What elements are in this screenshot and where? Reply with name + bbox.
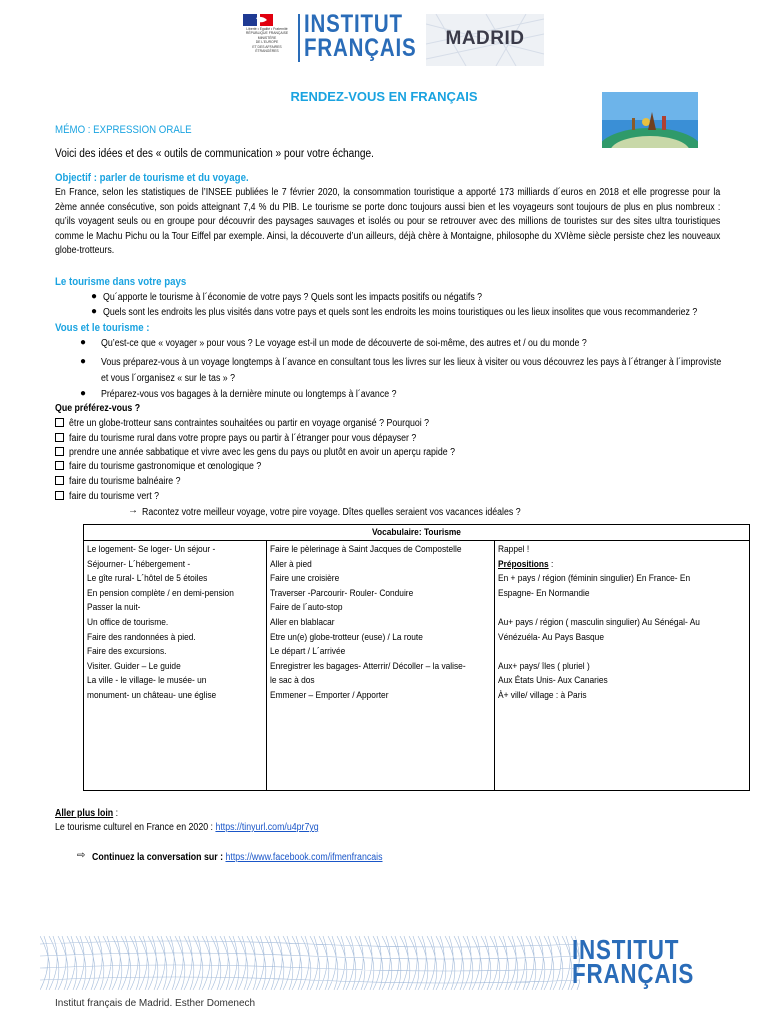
continuez-line bbox=[92, 852, 383, 863]
vocab-line: Vénézuéla- Au Pays Basque bbox=[498, 631, 604, 643]
logo-francais: FRANÇAIS bbox=[304, 34, 417, 62]
vocab-line: monument- un château- une église bbox=[87, 689, 217, 701]
preference-item bbox=[55, 447, 508, 458]
arrow-right-icon: → bbox=[128, 505, 138, 516]
republique-line: Liberté • Égalité • Fraternité bbox=[246, 27, 288, 31]
memo-heading: MÉMO : EXPRESSION ORALE bbox=[55, 124, 192, 136]
vocab-line: Faire de l´auto-stop bbox=[270, 602, 343, 614]
bullet-icon: ● bbox=[91, 306, 98, 317]
vocab-line: le sac à dos bbox=[270, 675, 315, 687]
vocab-line: Faire des excursions. bbox=[87, 646, 167, 658]
preference-item bbox=[55, 491, 171, 502]
section-heading-tourisme-pays: Le tourisme dans votre pays bbox=[55, 276, 187, 288]
republique-line: MINISTÈRE bbox=[257, 35, 277, 40]
preference-text: faire du tourisme balnéaire ? bbox=[69, 476, 181, 487]
vocab-line: À+ ville/ village : à Paris bbox=[498, 689, 587, 701]
preference-text: faire du tourisme gastronomique et œnologique ? bbox=[69, 461, 262, 472]
checkbox-icon bbox=[55, 433, 64, 442]
preference-text: faire du tourisme vert ? bbox=[69, 491, 159, 502]
footer-logo-francais: FRANÇAIS bbox=[572, 958, 695, 989]
bullet-icon: ● bbox=[80, 356, 87, 367]
vocab-column-prepositions bbox=[495, 541, 751, 790]
vocabulary-table bbox=[83, 524, 750, 791]
vocab-column-transport bbox=[267, 541, 495, 790]
vocab-line: Séjourner- L´hébergement - bbox=[87, 558, 191, 570]
rappel-label: Rappel ! bbox=[498, 544, 530, 555]
preference-item bbox=[55, 476, 196, 487]
vocab-line: Aux États Unis- Aux Canaries bbox=[498, 675, 608, 687]
vocab-column-logement bbox=[84, 541, 267, 790]
aller-plus-loin-text: Le tourisme culturel en France en 2020 : bbox=[55, 822, 216, 833]
vocab-line bbox=[498, 645, 718, 660]
vocab-line: Aller à pied bbox=[270, 558, 312, 570]
republique-text bbox=[242, 27, 292, 53]
page-title: RENDEZ-VOUS EN FRANÇAIS bbox=[290, 89, 478, 104]
tinyurl-link[interactable]: https://tinyurl.com/u4pr7yg bbox=[215, 822, 319, 833]
vocab-line: Traverser -Parcourir- Rouler- Conduire bbox=[270, 587, 414, 599]
institut-francais-logo bbox=[242, 10, 417, 64]
section-heading-vous-tourisme: Vous et le tourisme : bbox=[55, 322, 150, 334]
vocab-line: La ville - le village- le musée- un bbox=[87, 675, 207, 687]
decorative-mesh-pattern bbox=[40, 936, 580, 990]
facebook-link[interactable]: https://www.facebook.com/ifmenfrancais bbox=[225, 852, 383, 863]
preference-text: être un globe-trotteur sans contraintes souhaitées ou partir en voyage organisé ? Pourquoi ? bbox=[69, 418, 430, 429]
preference-text: faire du tourisme rural dans votre propre pays ou partir à l´étranger pour vous dépayser ? bbox=[69, 433, 417, 444]
preference-item bbox=[55, 418, 478, 429]
vocab-line: Le gîte rural- L´hôtel de 5 étoiles bbox=[87, 573, 208, 585]
vocab-line: Faire une croisière bbox=[270, 573, 340, 585]
checkbox-icon bbox=[55, 447, 64, 456]
travel-photo bbox=[602, 92, 698, 148]
colon: : bbox=[113, 808, 119, 819]
vocab-line: En + pays / région (féminin singulier) En France- En bbox=[498, 573, 691, 585]
vocab-line: Le logement- Se loger- Un séjour - bbox=[87, 544, 216, 555]
vocab-line: Enregistrer les bagages- Atterrir/ Décoller – la valise- bbox=[270, 660, 466, 672]
vocab-line: Emmener – Emporter / Apporter bbox=[270, 689, 389, 701]
continuez-text: Continuez la conversation sur : bbox=[92, 852, 226, 863]
logo-institut: INSTITUT bbox=[304, 10, 403, 38]
bullet-text: Qu’est-ce que « voyager » pour vous ? Le voyage est-il un mode de découverte de soi-même, des autres et / ou du monde ? bbox=[101, 338, 587, 349]
checkbox-icon bbox=[55, 491, 64, 500]
footer-logo-institut: INSTITUT bbox=[572, 934, 680, 965]
republique-line: DE L'EUROPE bbox=[255, 40, 279, 45]
madrid-label: MADRID bbox=[445, 28, 525, 49]
bullet-icon: ● bbox=[80, 337, 87, 348]
vocab-line: Aller en blablacar bbox=[270, 616, 335, 628]
republique-line: ÉTRANGÈRES bbox=[255, 49, 279, 54]
vocab-line: Un office de tourisme. bbox=[87, 616, 169, 628]
logo-divider bbox=[298, 14, 300, 62]
aller-plus-loin-heading: Aller plus loin bbox=[55, 808, 114, 819]
vocabulary-table-title: Vocabulaire: Tourisme bbox=[372, 527, 461, 538]
prepositions-line bbox=[498, 558, 718, 573]
footer-credit: Institut français de Madrid. Esther Domenech bbox=[55, 998, 256, 1009]
bullet-text-continued: et vous l´organisez « sur le tas » ? bbox=[101, 373, 236, 384]
prepositions-label: Prépositions bbox=[498, 558, 549, 570]
racontez-text: Racontez votre meilleur voyage, votre pire voyage. Dîtes quelles seraient vos vacances idéales ? bbox=[142, 507, 521, 518]
checkbox-icon bbox=[55, 461, 64, 470]
preference-item bbox=[55, 433, 464, 444]
aller-plus-loin bbox=[55, 808, 118, 819]
colon: : bbox=[548, 558, 554, 570]
intro-paragraph: En France, selon les statistiques de l’INSEE publiées le 7 février 2020, la consommation touristique a apporté 173 milliards d´euros en 2018 et elle progresse pour la 2ème année consécutive, son poids atteignant 7,4 % du PIB. Le tourisme se porte donc toujours aussi bien et les voyageurs sont toujours de plus en plus nombreux : qu’ils voyagent seuls ou en groupe pour découvrir des paysages sauvages et isolés ou pour se retrouver avec des millions de touristes sur des sites ultra touristiques comme le Machu Pichu ou la Tour Eiffel par exemple. Ainsi, la découverte d’un ailleurs, déjà chère à Montaigne, philosophe du XVIème siècle persiste chez les nouveaux globe-trotteurs. bbox=[55, 187, 721, 257]
preference-text: prendre une année sabbatique et vivre avec les gens du pays ou plutôt en avoir un aperçu rapide ? bbox=[69, 447, 456, 458]
vocab-line: Aux+ pays/ îles ( pluriel ) bbox=[498, 660, 590, 672]
preference-item bbox=[55, 461, 287, 472]
vocab-line: Visiter. Guider – Le guide bbox=[87, 660, 181, 672]
madrid-logo bbox=[426, 14, 544, 66]
republique-line: ET DES AFFAIRES bbox=[252, 44, 282, 49]
vocab-line: En pension complète / en demi-pension bbox=[87, 587, 234, 599]
vocab-line: Espagne- En Normandie bbox=[498, 587, 590, 599]
vocab-line: Au+ pays / région ( masculin singulier) Au Sénégal- Au bbox=[498, 616, 700, 628]
vocab-line: Etre un(e) globe-trotteur (euse) / La route bbox=[270, 631, 423, 643]
republique-line: RÉPUBLIQUE FRANÇAISE bbox=[245, 31, 289, 36]
vocab-line: Passer la nuit- bbox=[87, 602, 141, 614]
bullet-icon: ● bbox=[91, 291, 98, 302]
bullet-text: Vous préparez-vous à un voyage longtemps à l´avance en consultant tous les livres sur les lieux à visiter ou vous découvrez les pays à l´étranger à l´improviste bbox=[101, 357, 722, 368]
checkbox-icon bbox=[55, 418, 64, 427]
bullet-text: Préparez-vous vos bagages à la dernière minute ou longtemps à l´avance ? bbox=[101, 389, 397, 400]
vocab-line: Faire des randonnées à pied. bbox=[87, 631, 196, 643]
checkbox-icon bbox=[55, 476, 64, 485]
vocabulary-table-header bbox=[84, 525, 749, 541]
vocab-line: Faire le pèlerinage à Saint Jacques de Compostelle bbox=[270, 544, 462, 555]
vocab-line: Le départ / L´arrivée bbox=[270, 646, 346, 658]
intro-text: Voici des idées et des « outils de communication » pour votre échange. bbox=[55, 148, 374, 160]
bullet-text: Quels sont les endroits les plus visités dans votre pays et quels sont les endroits les moins touristiques ou les lieux insolites que vous recommanderiez ? bbox=[103, 307, 698, 318]
institut-francais-footer-logo bbox=[572, 934, 695, 989]
objectif-heading: Objectif : parler de tourisme et du voyage. bbox=[55, 172, 249, 184]
arrow-outline-icon: ⇨ bbox=[77, 850, 86, 861]
preferences-heading: Que préférez-vous ? bbox=[55, 403, 141, 414]
bullet-text: Qu´apporte le tourisme à l´économie de votre pays ? Quels sont les impacts positifs ou négatifs ? bbox=[103, 292, 483, 303]
aller-plus-loin-line bbox=[55, 822, 319, 833]
bullet-icon: ● bbox=[80, 388, 87, 399]
vocab-line bbox=[498, 601, 718, 616]
